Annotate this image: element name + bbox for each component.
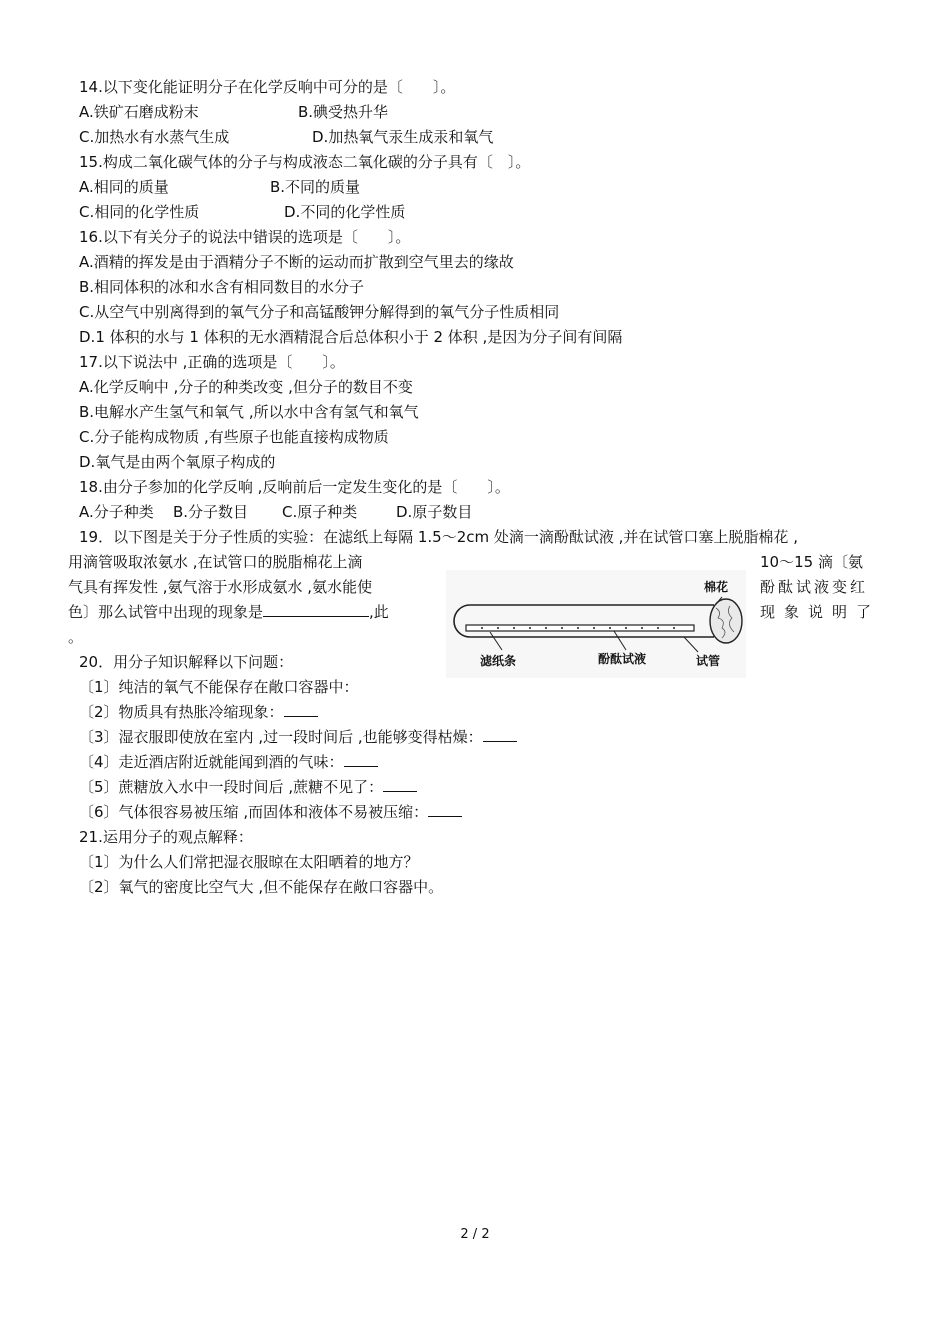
q17-option-b: B.电解水产生氢气和氧气 ,所以水中含有氢气和氧气 [79, 403, 419, 421]
q20-item-3-text: 〔3〕湿衣服即使放在室内 ,过一段时间后 ,也能够变得枯燥： [79, 728, 483, 746]
q20-item-3-blank[interactable] [483, 726, 517, 742]
q16-option-c: C.从空气中别离得到的氧气分子和高锰酸钾分解得到的氧气分子性质相同 [79, 303, 560, 321]
q19-line2-left: 用滴管吸取浓氨水 ,在试管口的脱脂棉花上滴 [68, 553, 363, 571]
q17-stem: 17.以下说法中 ,正确的选项是〔 〕。 [79, 353, 345, 371]
q19-line4-left [68, 600, 389, 625]
q20-item-5-text: 〔5〕蔗糖放入水中一段时间后 ,蔗糖不见了： [79, 778, 384, 796]
q17-option-c: C.分子能构成物质 ,有些原子也能直接构成物质 [79, 428, 389, 446]
q16-option-d: D.1 体积的水与 1 体积的无水酒精混合后总体积小于 2 体积 ,是因为分子间有间隔 [79, 328, 623, 346]
q20-stem: 20．用分子知识解释以下问题： [79, 653, 294, 671]
q20-item-6 [79, 800, 462, 825]
q15-option-c: C.相同的化学性质 [79, 203, 200, 221]
q19-line3-left: 气具有挥发性 ,氨气溶于水形成氨水 ,氨水能使 [68, 578, 373, 596]
q19-line1: 19．以下图是关于分子性质的实验：在滤纸上每隔 1.5～2cm 处滴一滴酚酞试液 ,并在试管口塞上脱脂棉花 , [79, 528, 798, 546]
q18-option-b: B.分子数目 [173, 503, 249, 521]
q20-item-4-blank[interactable] [344, 751, 378, 767]
q20-item-5-blank[interactable] [383, 776, 417, 792]
q15-option-b: B.不同的质量 [270, 178, 361, 196]
q19-line5: 。 [68, 628, 84, 646]
q18-option-d: D.原子数目 [396, 503, 473, 521]
page-number: 2 / 2 [460, 1227, 490, 1242]
q18-stem: 18.由分子参加的化学反响 ,反响前后一定发生变化的是〔 〕。 [79, 478, 510, 496]
q20-item-2-text: 〔2〕物质具有热胀冷缩现象： [79, 703, 284, 721]
test-tube-figure [446, 570, 746, 678]
q20-item-4 [79, 750, 378, 775]
q20-item-2 [79, 700, 318, 725]
q20-item-6-text: 〔6〕气体很容易被压缩 ,而固体和液体不易被压缩： [79, 803, 429, 821]
q14-option-a: A.铁矿石磨成粉末 [79, 103, 199, 121]
q18-option-a: A.分子种类 [79, 503, 154, 521]
q16-stem: 16.以下有关分子的说法中错误的选项是〔 〕。 [79, 228, 411, 246]
q19-line2-right: 10～15 滴〔氨 [760, 553, 863, 571]
q21-item-2: 〔2〕氧气的密度比空气大 ,但不能保存在敞口容器中。 [79, 878, 444, 896]
label-test-tube: 试管 [696, 654, 721, 668]
q19-line3-right: 酚酞试液变红 [760, 578, 869, 596]
q19-line4-text-a: 色〕那么试管中出现的现象是 [68, 603, 264, 621]
q20-item-1 [79, 675, 359, 700]
label-filter-paper: 滤纸条 [480, 654, 517, 668]
q20-item-1-text: 〔1〕纯洁的氧气不能保存在敞口容器中： [79, 678, 359, 696]
label-phenolphthalein: 酚酞试液 [598, 652, 647, 666]
q14-stem: 14.以下变化能证明分子在化学反响中可分的是〔 〕。 [79, 78, 456, 96]
cotton-plug [710, 599, 742, 643]
q17-option-a: A.化学反响中 ,分子的种类改变 ,但分子的数目不变 [79, 378, 413, 396]
q15-option-a: A.相同的质量 [79, 178, 169, 196]
q15-stem: 15.构成二氧化碳气体的分子与构成液态二氧化碳的分子具有〔 〕。 [79, 153, 531, 171]
q17-option-d: D.氧气是由两个氧原子构成的 [79, 453, 276, 471]
filter-paper-strip [466, 625, 694, 631]
q14-option-c: C.加热水有水蒸气生成 [79, 128, 230, 146]
q21-stem: 21.运用分子的观点解释： [79, 828, 253, 846]
q20-item-6-blank[interactable] [428, 801, 462, 817]
q20-item-5 [79, 775, 417, 800]
q19-line4-right: 现象说明了 [760, 603, 881, 621]
q14-option-b: B.碘受热升华 [298, 103, 389, 121]
q21-item-1: 〔1〕为什么人们常把湿衣服晾在太阳晒着的地方？ [79, 853, 419, 871]
q16-option-b: B.相同体积的冰和水含有相同数目的水分子 [79, 278, 365, 296]
q20-item-4-text: 〔4〕走近酒店附近就能闻到酒的气味： [79, 753, 344, 771]
q14-option-d: D.加热氧气汞生成汞和氧气 [312, 128, 494, 146]
q19-answer-blank[interactable] [263, 601, 369, 617]
q19-line4-text-b: ,此 [369, 603, 389, 621]
q16-option-a: A.酒精的挥发是由于酒精分子不断的运动而扩散到空气里去的缘故 [79, 253, 514, 271]
q20-item-3 [79, 725, 517, 750]
q15-option-d: D.不同的化学性质 [284, 203, 406, 221]
q20-item-2-blank[interactable] [284, 701, 318, 717]
q18-option-c: C.原子种类 [282, 503, 358, 521]
label-cotton: 棉花 [704, 580, 729, 594]
